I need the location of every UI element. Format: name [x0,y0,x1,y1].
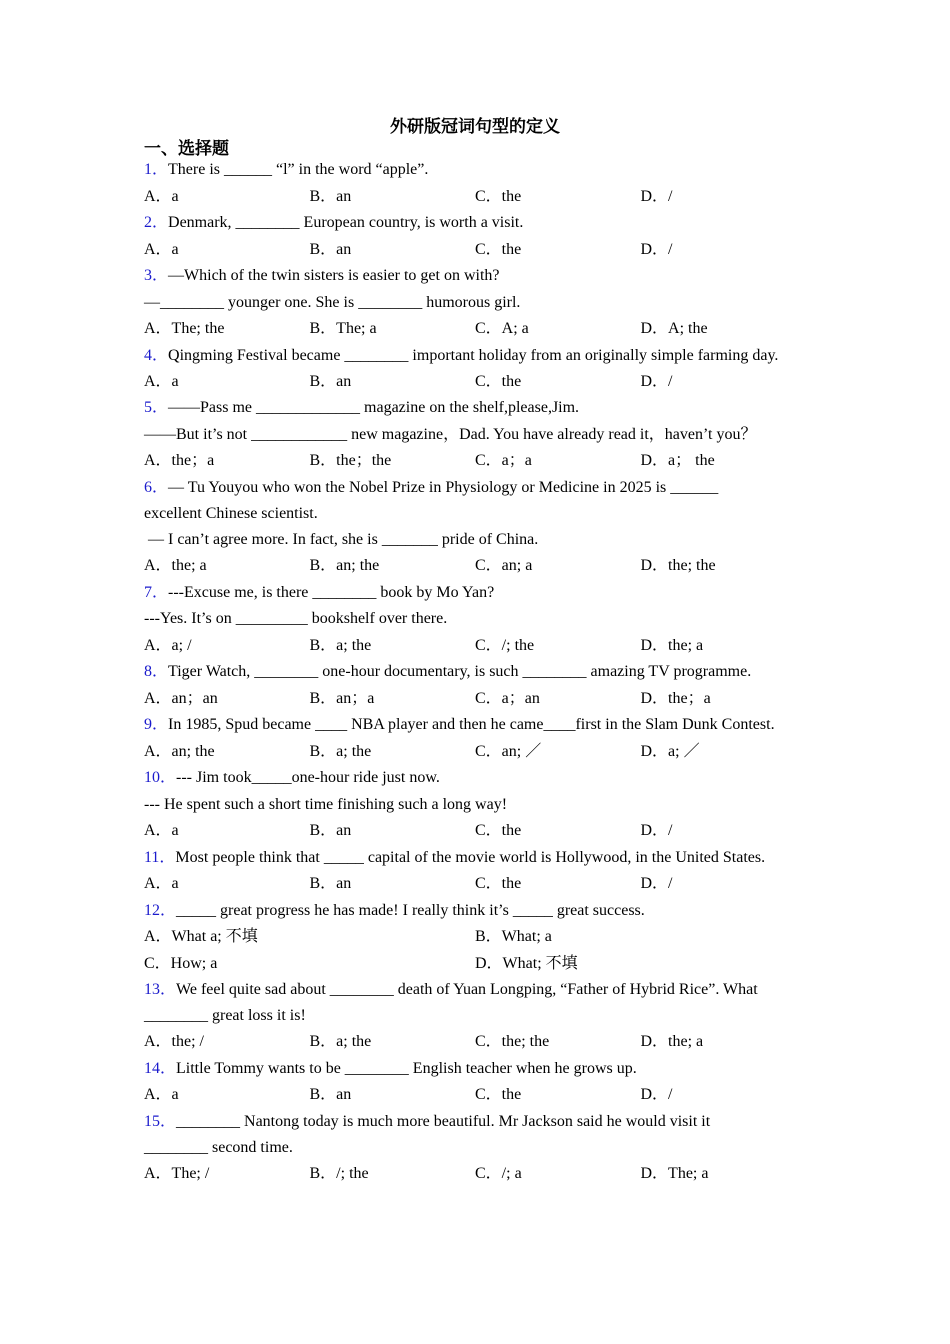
question-number: 5． [144,399,169,416]
option-c[interactable]: C．an; ／ [475,742,542,760]
question-number: 9． [144,716,169,733]
question-text: In 1985, Spud became ____ NBA player and then he came____first in the Slam Dunk Contest. [168,716,775,733]
option-a[interactable]: A．a [144,240,179,258]
option-c[interactable]: C．a；an [475,689,540,707]
question-text: — Tu Youyou who won the Nobel Prize in Physiology or Medicine in 2025 is ______ excellent Chinese scientist. [144,478,719,522]
option-d[interactable]: D．/ [640,875,673,892]
question-number: 7． [144,583,169,601]
question-text-line: —________ younger one. She is ________ humorous girl. [144,293,521,311]
option-c[interactable]: C．the [475,1086,522,1103]
question-text: Little Tommy wants to be ________ English teacher when he grows up. [176,1059,637,1077]
option-c[interactable]: C．A; a [475,320,529,337]
question-number: 12． [144,901,177,919]
question [144,845,816,898]
section-heading: 一、选择题 [144,139,229,159]
options-row [144,686,816,713]
question-number: 13． [144,981,177,998]
option-d[interactable]: D．/ [640,822,673,839]
option-a[interactable]: A．The; / [144,1164,210,1182]
question [144,977,816,1056]
question-text-line: ---Yes. It’s on _________ bookshelf over there. [144,610,448,627]
option-d[interactable]: D．/ [640,1086,673,1103]
page-title: 外研版冠词句型的定义 [390,117,560,137]
question-number: 10． [144,769,177,786]
option-a[interactable]: A．a [144,822,179,839]
option-a[interactable]: A．a [144,875,179,892]
option-d[interactable]: D．the; a [640,1033,704,1050]
option-c[interactable]: C．an; a [475,557,533,574]
option-b[interactable]: B．an [309,875,352,892]
question-text-line: --- He spent such a short time finishing such a long way! [144,795,508,813]
option-c[interactable]: C．a；a [475,452,532,469]
option-d[interactable]: D．What; 不填 [475,954,578,972]
option-a[interactable]: A．the；a [144,452,215,469]
question [144,712,816,765]
option-c[interactable]: C．/; the [475,636,535,654]
question-number: 8． [144,663,169,680]
question [144,395,816,475]
question [144,210,816,263]
question-text: There is ______ “l” in the word “apple”. [168,161,429,178]
options-row [144,184,816,211]
option-b[interactable]: B．a; the [309,636,372,654]
option-b[interactable]: B．The; a [309,320,377,337]
option-c[interactable]: C．the [475,240,522,258]
option-d[interactable]: D．/ [640,187,673,205]
question-number: 3． [144,267,169,284]
question-number: 1． [144,161,169,178]
option-d[interactable]: D．/ [640,372,673,390]
option-d[interactable]: D．the; a [640,636,704,654]
option-a[interactable]: A．The; the [144,320,225,337]
question-text-line: — I can’t agree more. In fact, she is _______ pride of China. [144,530,539,548]
question [144,157,816,210]
options-row [144,1082,816,1109]
option-a[interactable]: A．the; a [144,557,207,574]
options-row [144,369,816,396]
option-d[interactable]: D．A; the [640,320,708,337]
question-text: —Which of the twin sisters is easier to get on with? [168,267,500,284]
option-d[interactable]: D．the；a [640,689,711,707]
question [144,765,816,845]
option-b[interactable]: B．an [309,1086,352,1103]
option-b[interactable]: B．an [309,822,352,839]
option-b[interactable]: B．the；the [309,452,392,469]
question-number: 4． [144,346,169,364]
option-b[interactable]: B．an; the [309,557,380,574]
options-row [144,818,816,845]
option-c[interactable]: C．/; a [475,1164,522,1182]
option-a[interactable]: A．an；an [144,689,218,707]
option-c[interactable]: C．the [475,822,522,839]
question-number: 6． [144,478,169,496]
options-row [144,871,816,898]
question-text: ---Excuse me, is there ________ book by Mo Yan? [168,583,495,601]
question [144,898,816,978]
question [144,263,816,343]
option-d[interactable]: D．The; a [640,1164,709,1182]
option-b[interactable]: B．a; the [309,1033,372,1050]
question-number: 15． [144,1112,177,1130]
options-row [144,448,816,475]
question-number: 14． [144,1059,177,1077]
option-a[interactable]: A．the; / [144,1033,204,1050]
option-b[interactable]: B．an [309,240,352,258]
options-row [144,316,816,343]
question-text: --- Jim took_____one-hour ride just now. [176,769,440,786]
question-text-line: ——But it’s not ____________ new magazine，Dad. You have already read it，haven’t you？ [144,425,757,443]
option-a[interactable]: A．a [144,372,179,390]
question-text: We feel quite sad about ________ death of Yuan Longping, “Father of Hybrid Rice”. What ________ great loss it is! [144,981,758,1024]
question-text: ——Pass me _____________ magazine on the shelf,please,Jim. [168,399,580,416]
question [144,659,816,712]
option-d[interactable]: D．a; ／ [640,742,700,760]
option-c[interactable]: C．the [475,372,522,390]
question-text: Qingming Festival became ________ important holiday from an originally simple farming day. [168,346,779,364]
question [144,580,816,660]
option-b[interactable]: B．an [309,372,352,390]
question-text: Most people think that _____ capital of the movie world is Hollywood, in the United States. [175,848,766,866]
options-row [144,553,816,580]
options-row [144,924,816,951]
option-b[interactable]: B．What; a [475,928,552,945]
question [144,475,816,580]
option-a[interactable]: A．What a; 不填 [144,928,258,945]
option-a[interactable]: A．a [144,187,179,205]
option-c[interactable]: C．the [475,187,522,205]
question-text: Tiger Watch, ________ one-hour documentary, is such ________ amazing TV programme. [168,663,752,680]
option-d[interactable]: D．a； the [640,452,715,469]
option-d[interactable]: D．the; the [640,557,716,574]
option-d[interactable]: D．/ [640,240,673,258]
option-c[interactable]: C．the [475,875,522,892]
option-b[interactable]: B．an [309,187,352,205]
options-row [144,951,816,978]
question-list [144,157,816,1187]
option-b[interactable]: B．/; the [309,1164,369,1182]
question [144,1056,816,1109]
question [144,1109,816,1188]
question-number: 2． [144,214,169,231]
options-row [144,1029,816,1056]
option-a[interactable]: A．a [144,1086,179,1103]
question-text: Denmark, ________ European country, is worth a visit. [168,214,524,231]
option-c[interactable]: C．the; the [475,1033,550,1050]
question [144,343,816,396]
option-a[interactable]: A．a; / [144,636,192,654]
question-text: ________ Nantong today is much more beautiful. Mr Jackson said he would visit it ________ second time. [144,1112,711,1156]
options-row [144,739,816,766]
options-row [144,237,816,264]
question-number: 11． [144,848,176,866]
options-row [144,633,816,660]
option-c[interactable]: C．How; a [144,954,218,972]
option-b[interactable]: B．a; the [309,742,372,760]
option-a[interactable]: A．an; the [144,742,215,760]
option-b[interactable]: B．an；a [309,689,375,707]
options-row [144,1161,816,1188]
question-text: _____ great progress he has made! I really think it’s _____ great success. [176,901,645,919]
